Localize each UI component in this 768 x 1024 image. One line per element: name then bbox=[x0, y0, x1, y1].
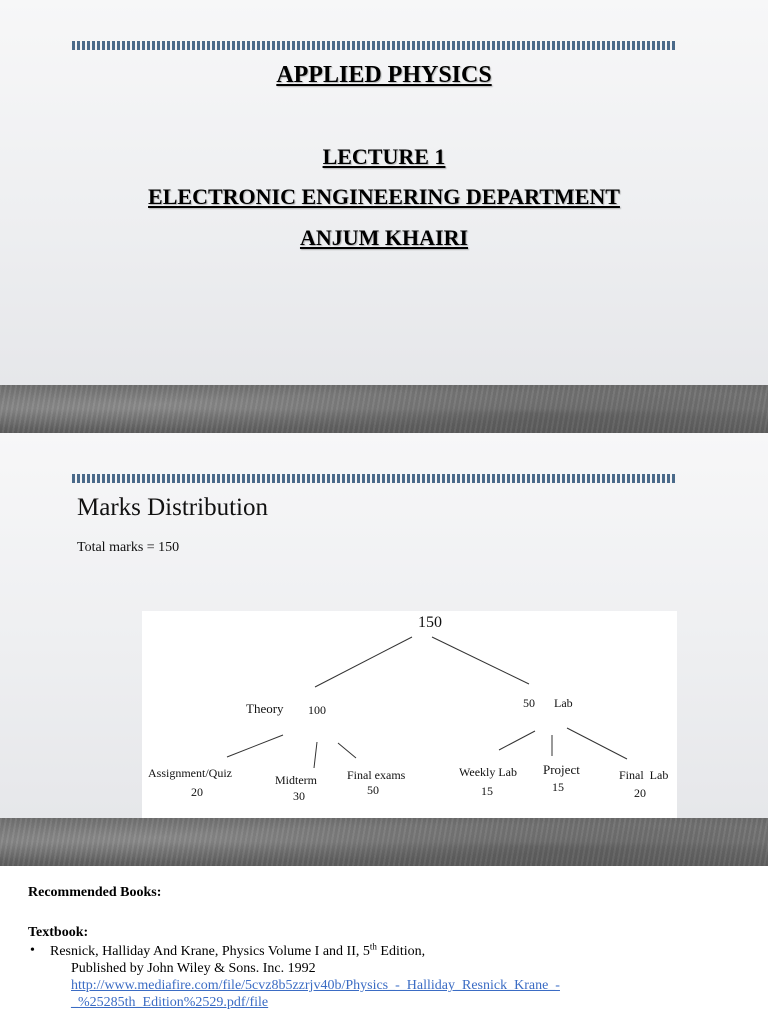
decorative-dash-bar bbox=[72, 474, 677, 483]
title-slide bbox=[0, 0, 768, 385]
midterm-value: 30 bbox=[293, 789, 305, 803]
connector-lab-weekly bbox=[499, 731, 535, 750]
assignment-value: 20 bbox=[191, 785, 203, 799]
recommended-books-heading: Recommended Books: bbox=[28, 885, 162, 900]
total-marks: Total marks = 150 bbox=[77, 540, 180, 555]
textbook-link-line1[interactable]: http://www.mediafire.com/file/5cvz8b5zzrjv40b/Physics_-_Halliday_Resnick_Krane_- bbox=[71, 978, 560, 993]
lab-value: 50 bbox=[523, 696, 535, 710]
course-title: APPLIED PHYSICS bbox=[276, 62, 492, 88]
stone-divider bbox=[0, 385, 768, 433]
lecture-number: LECTURE 1 bbox=[322, 144, 446, 169]
reference-edition: Edition, bbox=[376, 944, 426, 959]
decorative-dash-bar bbox=[72, 41, 677, 50]
connector-root-lab bbox=[432, 637, 529, 684]
final-lab-label: Final Lab bbox=[619, 768, 669, 782]
tree-connectors bbox=[142, 611, 677, 818]
marks-heading: Marks Distribution bbox=[77, 494, 268, 521]
project-label: Project bbox=[543, 762, 580, 777]
publisher-line: Published by John Wiley & Sons. Inc. 1992 bbox=[71, 961, 316, 976]
author-name: ANJUM KHAIRI bbox=[299, 225, 469, 250]
edition-superscript: th bbox=[369, 941, 377, 952]
theory-value: 100 bbox=[308, 703, 326, 717]
marks-tree-diagram bbox=[142, 611, 677, 818]
final-lab-value: 20 bbox=[634, 786, 646, 800]
connector-root-theory bbox=[315, 637, 412, 687]
connector-lab-final bbox=[567, 728, 627, 759]
department-name: ELECTRONIC ENGINEERING DEPARTMENT bbox=[148, 184, 620, 209]
project-value: 15 bbox=[552, 780, 564, 794]
textbook-reference bbox=[50, 941, 426, 960]
assignment-label: Assignment/Quiz bbox=[148, 766, 232, 780]
connector-theory-midterm bbox=[314, 742, 317, 768]
connector-theory-assignment bbox=[227, 735, 283, 757]
theory-label: Theory bbox=[246, 701, 284, 716]
weekly-lab-label: Weekly Lab bbox=[459, 765, 518, 779]
bullet-icon: • bbox=[30, 943, 35, 958]
textbook-heading: Textbook: bbox=[28, 925, 89, 940]
weekly-lab-value: 15 bbox=[481, 784, 493, 798]
lab-label: Lab bbox=[554, 696, 573, 710]
textbook-link-line2[interactable]: _%25285th_Edition%2529.pdf/file bbox=[71, 995, 269, 1010]
midterm-label: Midterm bbox=[275, 773, 317, 787]
root-total: 150 bbox=[418, 614, 442, 631]
final-exams-value: 50 bbox=[367, 783, 379, 797]
connector-theory-final bbox=[338, 743, 356, 758]
stone-divider bbox=[0, 818, 768, 866]
final-exams-label: Final exams bbox=[347, 768, 406, 782]
reference-title: Resnick, Halliday And Krane, Physics Volume I and II, 5 bbox=[50, 944, 370, 959]
